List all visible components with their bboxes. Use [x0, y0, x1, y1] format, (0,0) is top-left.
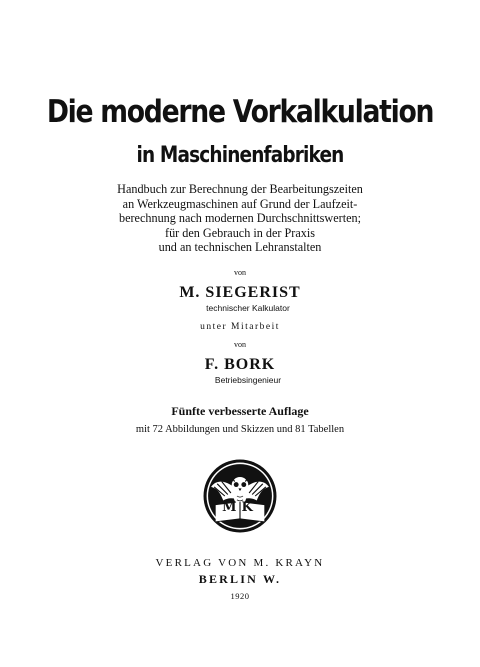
by-label-2: von — [234, 340, 246, 349]
owl-on-book-emblem-icon — [202, 458, 278, 534]
author-name: M. SIEGERIST — [179, 284, 301, 301]
figures-note: mit 72 Abbildungen und Skizzen und 81 Tabellen — [135, 424, 345, 435]
description-line: für den Gebrauch in der Praxis — [165, 225, 315, 240]
coauthor-role: Betriebsingenieur — [214, 375, 282, 385]
description-line: berechnung nach modernen Durchschnittswerten; — [119, 211, 361, 226]
description-line: an Werkzeugmaschinen auf Grund der Laufzeit- — [122, 196, 358, 211]
book-title-line-2: in Maschinenfabriken — [136, 143, 344, 168]
book-description — [0, 182, 480, 255]
publication-year: 1920 — [230, 591, 250, 601]
publisher-name: VERLAG VON M. KRAYN — [155, 557, 325, 569]
author-role: technischer Kalkulator — [206, 303, 290, 313]
publisher-city: BERLIN W. — [198, 572, 282, 586]
coauthor-name: F. BORK — [204, 356, 276, 373]
description-line: und an technischen Lehranstalten — [158, 240, 322, 255]
collaboration-label: unter Mitarbeit — [200, 322, 280, 332]
edition-label: Fünfte verbesserte Auflage — [171, 404, 309, 418]
logo-monogram: MK — [222, 500, 258, 515]
by-label: von — [234, 268, 246, 277]
description-line: Handbuch zur Berechnung der Bearbeitungszeiten — [117, 182, 363, 196]
book-title-line-1: Die moderne Vorkalkulation — [46, 94, 434, 130]
